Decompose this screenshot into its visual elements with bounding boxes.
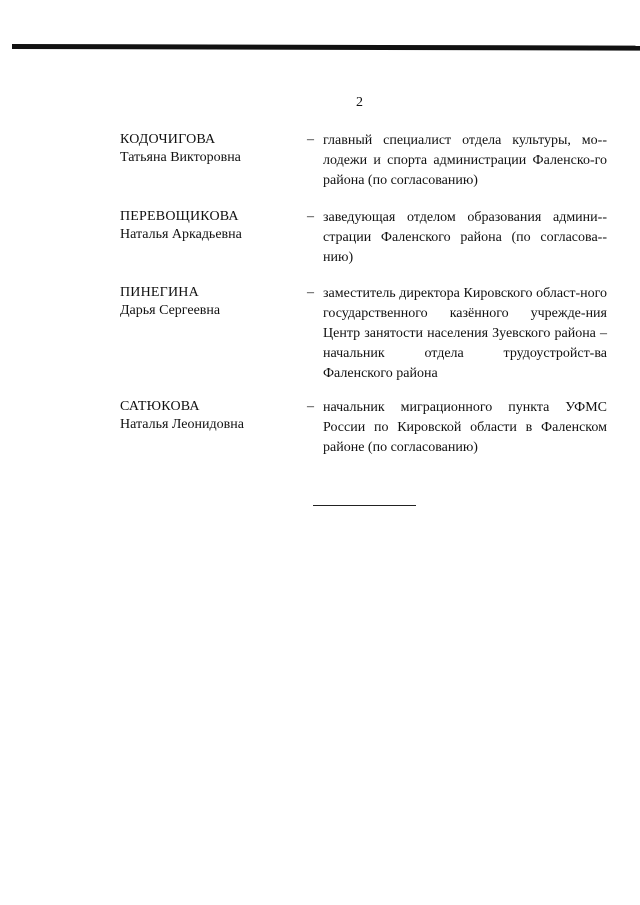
- page-number: 2: [356, 95, 363, 110]
- member-role: заведующая отделом образования админи-страции Фаленского района (по согласова-нию): [323, 210, 607, 265]
- member-name: [120, 398, 295, 434]
- member-surname: КОДОЧИГОВА: [120, 132, 216, 147]
- member-role: главный специалист отдела культуры, мо-лодежи и спорта администрации Фаленско-го района (по согласованию): [323, 133, 607, 188]
- member-surname: ПИНЕГИНА: [120, 285, 199, 300]
- end-rule: [313, 505, 416, 506]
- top-rule: [12, 44, 640, 51]
- member-given-name: Дарья Сергеевна: [120, 303, 221, 318]
- member-role: начальник миграционного пункта УФМС России по Кировской области в Фаленском районе (по согласованию): [323, 400, 607, 455]
- member-given-name: Татьяна Викторовна: [120, 150, 241, 165]
- entry-dash: –: [307, 132, 314, 147]
- member-name: [120, 208, 295, 244]
- member-name: [120, 131, 295, 167]
- member-name: [120, 284, 295, 320]
- member-surname: ПЕРЕВОЩИКОВА: [120, 209, 239, 224]
- entry-dash: –: [307, 285, 314, 300]
- member-given-name: Наталья Аркадьевна: [120, 227, 242, 242]
- entry-dash: –: [307, 209, 314, 224]
- member-given-name: Наталья Леонидовна: [120, 417, 244, 432]
- member-role: заместитель директора Кировского област-ного государственного казённого учрежде-ния Центр занятости населения Зуевского района – начальник отдела трудоустройст-ва Фаленского района: [323, 286, 607, 381]
- member-surname: САТЮКОВА: [120, 399, 200, 414]
- entry-dash: –: [307, 399, 314, 414]
